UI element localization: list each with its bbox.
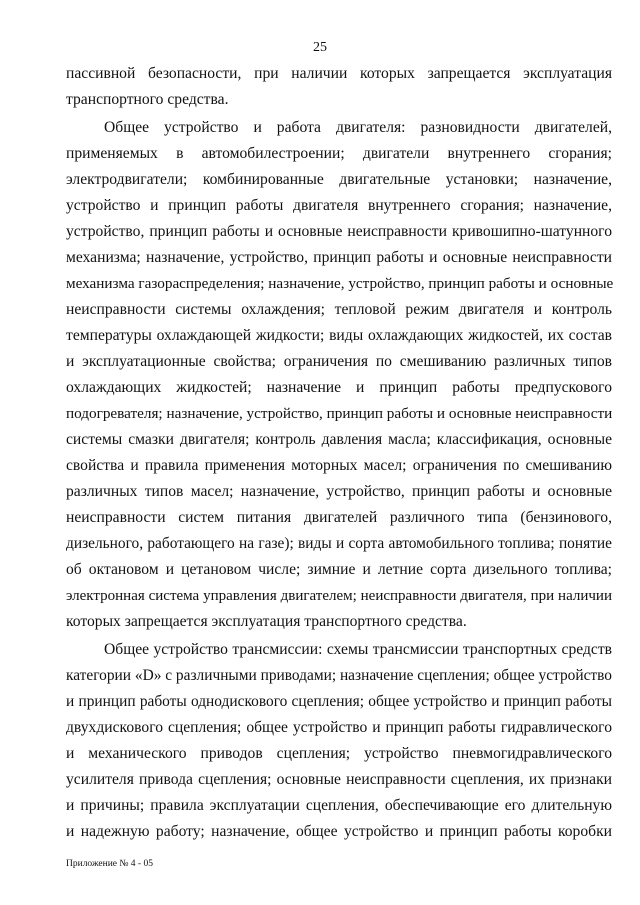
- paragraph-3-line-1: Общее устройство трансмиссии: схемы трансмиссии транспортных средств: [104, 641, 612, 658]
- paragraph-3-line-2: категории «D» с различными приводами; назначение сцепления; общее устройство: [66, 667, 612, 684]
- paragraph-2-line-2: применяемых в автомобилестроении; двигатели внутреннего сгорания;: [66, 145, 612, 162]
- paragraph-2-line-11: охлаждающих жидкостей; назначение и принцип работы предпускового: [66, 379, 612, 396]
- paragraph-3-line-5: и механического приводов сцепления; устройство пневмогидравлического: [66, 745, 612, 762]
- page-footer: Приложение № 4 - 05: [66, 859, 153, 869]
- paragraph-2-line-19: электронная система управления двигателем; неисправности двигателя, при наличии: [66, 588, 612, 604]
- paragraph-2-line-10: и эксплуатационные свойства; ограничения по смешиванию различных типов: [66, 353, 612, 370]
- paragraph-2-line-15: различных типов масел; назначение, устройство, принцип работы и основные: [66, 483, 612, 500]
- paragraph-2-line-14: свойства и правила применения моторных масел; ограничения по смешиванию: [66, 457, 612, 474]
- paragraph-2-line-7: механизма газораспределения; назначение, устройство, принцип работы и основные: [66, 275, 614, 292]
- paragraph-2-line-1: Общее устройство и работа двигателя: разновидности двигателей,: [104, 119, 612, 136]
- paragraph-2-line-13: системы смазки двигателя; контроль давления масла; классификация, основные: [66, 431, 612, 448]
- paragraph-3-line-8: и надежную работу; назначение, общее устройство и принцип работы коробки: [66, 823, 612, 840]
- paragraph-2-line-5: устройство, принцип работы и основные неисправности кривошипно-шатунного: [66, 223, 612, 240]
- paragraph-2-line-20: которых запрещается эксплуатация транспортного средства.: [66, 613, 467, 630]
- paragraph-3-line-4: двухдискового сцепления; общее устройство и принцип работы гидравлического: [66, 719, 612, 736]
- paragraph-1-line-2: транспортного средства.: [66, 91, 229, 108]
- paragraph-1-line-1: пассивной безопасности, при наличии которых запрещается эксплуатация: [66, 65, 612, 82]
- paragraph-2-line-12: подогревателя; назначение, устройство, принцип работы и основные неисправности: [66, 405, 613, 422]
- paragraph-3-line-7: и причины; правила эксплуатации сцепления, обеспечивающие его длительную: [66, 797, 612, 814]
- paragraph-2-line-8: неисправности системы охлаждения; тепловой режим двигателя и контроль: [66, 301, 612, 318]
- paragraph-2-line-16: неисправности систем питания двигателей различного типа (бензинового,: [66, 509, 612, 526]
- paragraph-2-line-4: устройство и принцип работы двигателя внутреннего сгорания; назначение,: [66, 197, 612, 214]
- paragraph-3-line-3: и принцип работы однодискового сцепления; общее устройство и принцип работы: [66, 693, 612, 710]
- paragraph-3-line-6: усилителя привода сцепления; основные неисправности сцепления, их признаки: [66, 771, 612, 788]
- page-number: 25: [313, 40, 327, 55]
- paragraph-2-line-9: температуры охлаждающей жидкости; виды охлаждающих жидкостей, их состав: [66, 327, 612, 344]
- paragraph-2-line-17: дизельного, работающего на газе); виды и сорта автомобильного топлива; понятие: [66, 535, 612, 552]
- paragraph-2-line-3: электродвигатели; комбинированные двигательные установки; назначение,: [66, 171, 612, 188]
- paragraph-2-line-18: об октановом и цетановом числе; зимние и летние сорта дизельного топлива;: [66, 561, 612, 578]
- paragraph-2-line-6: механизма; назначение, устройство, принцип работы и основные неисправности: [66, 249, 612, 266]
